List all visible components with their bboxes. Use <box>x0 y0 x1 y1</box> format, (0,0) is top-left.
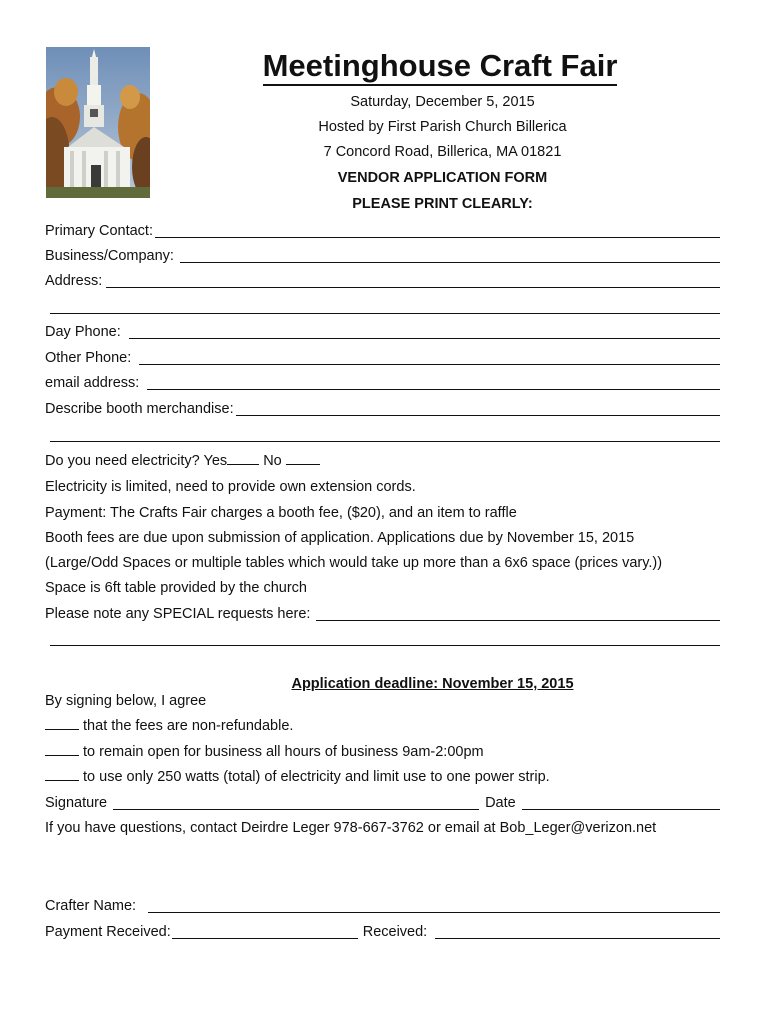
agreement-item-2-text: to remain open for business all hours of business 9am-2:00pm <box>83 744 484 760</box>
agreement-item-2 <box>45 742 720 762</box>
merchandise-label: Describe booth merchandise: <box>45 401 234 417</box>
agreement-item-1 <box>45 716 720 736</box>
agreement-intro: By signing below, I agree <box>45 693 207 709</box>
day-phone-field[interactable] <box>129 325 720 339</box>
booth-fees-info: Booth fees are due upon submission of application. Applications due by November 15, 2015 <box>45 530 635 546</box>
other-phone-label: Other Phone: <box>45 350 132 366</box>
special-requests-field[interactable] <box>316 607 720 621</box>
agreement-item-3-initial-field[interactable] <box>45 767 79 781</box>
merchandise-field[interactable] <box>236 402 720 416</box>
payment-received-label: Payment Received: <box>45 924 171 940</box>
primary-contact-label: Primary Contact: <box>45 223 153 239</box>
electricity-question <box>45 451 720 471</box>
payment-received-field[interactable] <box>172 925 358 939</box>
email-field[interactable] <box>147 376 720 390</box>
payment-info: Payment: The Crafts Fair charges a booth fee, ($20), and an item to raffle <box>45 505 517 521</box>
event-host: Hosted by First Parish Church Billerica <box>318 119 567 135</box>
primary-contact-row <box>45 221 720 241</box>
received-label: Received: <box>362 924 428 940</box>
date-label: Date <box>485 795 516 811</box>
special-requests-label: Please note any SPECIAL requests here: <box>45 606 311 622</box>
day-phone-row <box>45 322 720 342</box>
email-row <box>45 373 720 393</box>
event-date: Saturday, December 5, 2015 <box>350 94 535 110</box>
other-phone-row <box>45 348 720 368</box>
signature-date-field[interactable] <box>522 796 720 810</box>
business-label: Business/Company: <box>45 248 174 264</box>
payment-received-row <box>45 922 720 942</box>
electricity-no-label: No <box>263 453 282 469</box>
business-field[interactable] <box>180 249 720 263</box>
address-label: Address: <box>45 273 103 289</box>
primary-contact-field[interactable] <box>155 224 720 238</box>
contact-info: If you have questions, contact Deirdre Leger 978-667-3762 or email at Bob_Leger@verizon.net <box>45 820 657 836</box>
agreement-item-3 <box>45 767 720 787</box>
agreement-item-1-initial-field[interactable] <box>45 716 79 730</box>
received-field[interactable] <box>435 925 720 939</box>
application-deadline: Application deadline: November 15, 2015 <box>291 676 574 692</box>
other-phone-field[interactable] <box>139 351 720 365</box>
merchandise-field-line2[interactable] <box>50 441 720 442</box>
event-address: 7 Concord Road, Billerica, MA 01821 <box>323 144 562 160</box>
agreement-item-2-initial-field[interactable] <box>45 742 79 756</box>
large-spaces-info: (Large/Odd Spaces or multiple tables which would take up more than a 6x6 space (prices vary.)) <box>45 555 663 571</box>
electricity-question-label: Do you need electricity? Yes <box>45 453 228 469</box>
address-field-line2[interactable] <box>50 313 720 314</box>
form-title: VENDOR APPLICATION FORM <box>337 170 548 186</box>
crafter-name-field[interactable] <box>148 899 720 913</box>
special-requests-row <box>45 604 720 624</box>
space-info: Space is 6ft table provided by the church <box>45 580 307 596</box>
signature-field[interactable] <box>113 796 479 810</box>
signature-label: Signature <box>45 795 108 811</box>
email-label: email address: <box>45 375 140 391</box>
address-row <box>45 271 720 291</box>
crafter-name-row <box>45 896 720 916</box>
business-row <box>45 246 720 266</box>
agreement-item-3-text: to use only 250 watts (total) of electricity and limit use to one power strip. <box>83 769 550 785</box>
page-title: Meetinghouse Craft Fair <box>160 46 720 86</box>
electricity-note: Electricity is limited, need to provide own extension cords. <box>45 479 416 495</box>
crafter-name-label: Crafter Name: <box>45 898 137 914</box>
address-field[interactable] <box>106 274 720 288</box>
electricity-no-field[interactable] <box>286 451 320 465</box>
agreement-item-1-text: that the fees are non-refundable. <box>83 718 294 734</box>
church-photo <box>46 47 150 198</box>
print-instruction: PLEASE PRINT CLEARLY: <box>352 196 533 212</box>
merchandise-row <box>45 399 720 419</box>
signature-row <box>45 793 720 813</box>
electricity-yes-field[interactable] <box>227 451 259 465</box>
day-phone-label: Day Phone: <box>45 324 121 340</box>
special-requests-line2[interactable] <box>50 645 720 646</box>
